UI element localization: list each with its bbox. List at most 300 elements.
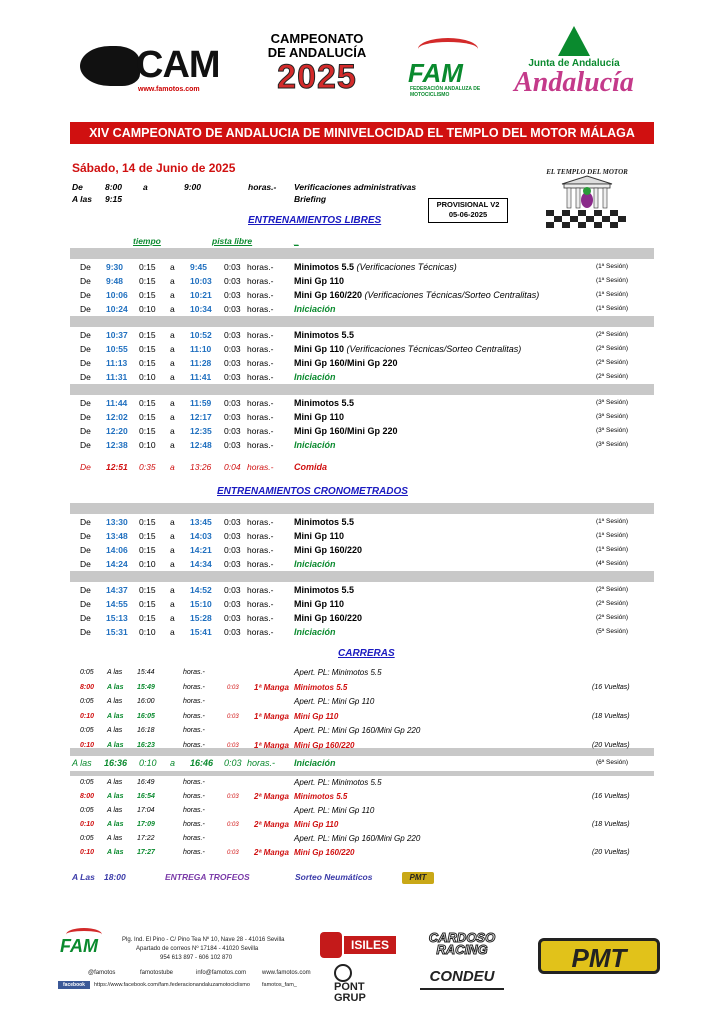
- cell-manga: 1ª Manga: [254, 682, 289, 692]
- cell-time: 16:00: [137, 698, 155, 705]
- cell-category: Minimotos 5.5: [294, 398, 355, 408]
- cell-session: (3ª Sesión): [596, 413, 629, 420]
- cell-category: Iniciación: [294, 440, 336, 450]
- cell-manga: 1ª Manga: [254, 711, 289, 721]
- junta-logo: [508, 26, 640, 102]
- junta-arch-icon: [558, 26, 590, 56]
- cam-logo-text: CAM: [136, 44, 220, 86]
- cell-gap: 0:03: [227, 822, 239, 828]
- cell-de: De: [80, 372, 91, 382]
- race-row: [0, 739, 724, 753]
- cell-gap: 0:03: [224, 304, 241, 314]
- schedule-row: [0, 342, 724, 356]
- cell-duration: 0:10: [80, 821, 95, 828]
- cell-horas: horas.-: [247, 426, 274, 436]
- cell-alas: A las: [107, 779, 123, 786]
- cell-end: 14:52: [190, 585, 212, 595]
- cell-note: (Verificaciones Técnicas/Sorteo Centralitas): [346, 344, 522, 354]
- cell-horas: horas.-: [247, 531, 274, 541]
- cell-alas: A las: [107, 669, 123, 676]
- cell-end: 11:59: [190, 398, 212, 408]
- cell-a: a: [170, 545, 175, 555]
- cell-session: (1ª Sesión): [596, 518, 629, 525]
- pmt-logo-small: PMT: [402, 872, 434, 884]
- cell-category: Mini Gp 110: [294, 820, 339, 829]
- cell-start: 12:38: [106, 440, 128, 450]
- cell-gap: 0:03: [224, 290, 241, 300]
- cell-gap: 0:03: [224, 758, 242, 768]
- race-row: [0, 846, 724, 860]
- cell-category: Apert. PL: Mini Gp 110: [294, 806, 375, 815]
- cell-category: Mini Gp 160/220: [294, 545, 363, 555]
- condeu-logo: CONDEU: [420, 966, 504, 990]
- schedule-row: [0, 515, 724, 529]
- cell-a: a: [170, 276, 175, 286]
- fam-logo-sub: FEDERACIÓN ANDALUZA DE MOTOCICLISMO: [410, 86, 481, 98]
- cell-category: Mini Gp 160/220: [294, 613, 363, 623]
- cell-category: Mini Gp 110: [294, 531, 345, 541]
- cell-duration: 0:15: [139, 531, 156, 541]
- cell-duration: 0:15: [139, 276, 156, 286]
- admin-horas: horas.-: [248, 182, 277, 192]
- cell-start: 12:20: [106, 426, 128, 436]
- cell-alas: A las: [72, 758, 92, 768]
- cell-manga: 2ª Manga: [254, 820, 289, 829]
- cell-manga: 2ª Manga: [254, 792, 289, 801]
- cell-duration: 0:15: [139, 398, 156, 408]
- cell-a: a: [170, 462, 175, 472]
- event-date: Sábado, 14 de Junio de 2025: [72, 161, 236, 175]
- footer-instagram[interactable]: famotos_fam_: [262, 982, 297, 988]
- trofeos-time: 18:00: [104, 872, 126, 882]
- schedule-row: [0, 410, 724, 424]
- cell-duration: 0:15: [139, 585, 156, 595]
- cell-horas: horas.-: [247, 276, 274, 286]
- cell-start: 12:51: [106, 462, 128, 472]
- cell-session: (1ª Sesión): [596, 546, 629, 553]
- schedule-row: [0, 557, 724, 571]
- swoosh-icon: [418, 38, 478, 60]
- cell-gap: 0:03: [224, 330, 241, 340]
- cell-alas: A las: [107, 849, 124, 856]
- cell-category: Comida: [294, 462, 328, 472]
- cell-start: 13:48: [106, 531, 128, 541]
- cell-horas: horas.-: [183, 807, 205, 814]
- cell-duration: 0:10: [139, 627, 156, 637]
- footer-social2[interactable]: famotostube: [140, 970, 174, 976]
- cell-de: De: [80, 344, 91, 354]
- cell-start: 15:31: [106, 627, 128, 637]
- cell-start: 16:36: [104, 758, 128, 768]
- cell-time: 16:18: [137, 727, 155, 734]
- cell-category: Mini Gp 160/Mini Gp 220: [294, 358, 398, 368]
- cell-alas: A las: [107, 683, 124, 691]
- cell-session: (2ª Sesión): [596, 600, 629, 607]
- cell-category: Apert. PL: Mini Gp 160/Mini Gp 220: [294, 726, 421, 735]
- cell-time: 15:49: [137, 683, 155, 691]
- race-row: [0, 776, 724, 790]
- cell-a: a: [170, 372, 175, 382]
- cell-manga: 2ª Manga: [254, 848, 289, 857]
- admin-a: a: [143, 182, 148, 192]
- cell-horas: horas.-: [183, 698, 205, 705]
- junta-logo-line1: Junta de Andalucía: [528, 58, 620, 69]
- cell-a: a: [170, 517, 175, 527]
- cell-laps: (20 Vueltas): [592, 849, 630, 856]
- cell-start: 12:02: [106, 412, 128, 422]
- cell-a: a: [170, 344, 175, 354]
- cell-horas: horas.-: [183, 727, 205, 734]
- separator: [70, 248, 654, 259]
- cell-category: Iniciación: [294, 372, 336, 382]
- cell-de: De: [80, 398, 91, 408]
- cell-horas: horas.-: [247, 585, 274, 595]
- cell-duration: 0:15: [139, 545, 156, 555]
- col-pista: pista libre: [212, 236, 253, 246]
- cell-category: Minimotos 5.5: [294, 682, 348, 692]
- cell-horas: horas.-: [247, 412, 274, 422]
- cell-session: (2ª Sesión): [596, 331, 629, 338]
- cell-gap: 0:03: [224, 426, 241, 436]
- isiles-text: ISILES: [344, 936, 396, 954]
- cell-horas: horas.-: [247, 599, 274, 609]
- cell-session: (1ª Sesión): [596, 263, 629, 270]
- isiles-logo: [320, 932, 398, 958]
- cell-de: De: [80, 304, 91, 314]
- cell-category: Iniciación: [294, 758, 336, 768]
- cell-category: Minimotos 5.5: [294, 517, 355, 527]
- cell-de: De: [80, 262, 91, 272]
- cell-de: De: [80, 412, 91, 422]
- cell-category: Mini Gp 160/220 (Verificaciones Técnicas/Sorteo Centralitas): [294, 290, 540, 300]
- cell-duration: 0:05: [80, 835, 94, 842]
- cell-horas: horas.-: [247, 330, 274, 340]
- cam-logo: [80, 40, 230, 98]
- cell-de: De: [80, 358, 91, 368]
- cell-de: De: [80, 517, 91, 527]
- cell-session: (2ª Sesión): [596, 586, 629, 593]
- cell-session: (1ª Sesión): [596, 277, 629, 284]
- lunch-row: [0, 460, 724, 474]
- admin-verif: Verificaciones administrativas: [294, 182, 417, 192]
- schedule-row: [0, 529, 724, 543]
- cell-duration: 0:10: [139, 559, 156, 569]
- race-row: [0, 790, 724, 804]
- cell-session: (1ª Sesión): [596, 532, 629, 539]
- cell-gap: 0:03: [227, 713, 239, 720]
- cell-gap: 0:03: [224, 531, 241, 541]
- cell-duration: 0:05: [80, 669, 94, 676]
- cell-category: Minimotos 5.5: [294, 585, 355, 595]
- cell-category: Mini Gp 110: [294, 599, 345, 609]
- cell-duration: 0:10: [139, 758, 157, 768]
- cell-horas: horas.-: [183, 779, 205, 786]
- cell-a: a: [170, 585, 175, 595]
- cell-horas: horas.-: [247, 262, 274, 272]
- cell-laps: (18 Vueltas): [592, 712, 630, 720]
- cell-manga: 1ª Manga: [254, 740, 289, 750]
- cell-gap: 0:03: [227, 742, 239, 749]
- cell-session: (3ª Sesión): [596, 441, 629, 448]
- cell-de: De: [80, 599, 91, 609]
- cell-duration: 0:35: [139, 462, 156, 472]
- schedule-row: [0, 611, 724, 625]
- schedule-row: [0, 438, 724, 452]
- cell-duration: 0:15: [139, 517, 156, 527]
- cell-category: Apert. PL: Mini Gp 160/Mini Gp 220: [294, 834, 421, 843]
- cell-note: (Verificaciones Técnicas/Sorteo Centralitas): [364, 290, 540, 300]
- cell-a: a: [170, 758, 176, 768]
- cell-duration: 0:15: [139, 330, 156, 340]
- cell-end: 12:48: [190, 440, 212, 450]
- pontgrup-logo: [334, 964, 398, 1004]
- schedule-row: [0, 424, 724, 438]
- cell-gap: 0:03: [224, 545, 241, 555]
- cell-end: 14:34: [190, 559, 212, 569]
- cell-a: a: [170, 531, 175, 541]
- cell-category: Mini Gp 110: [294, 711, 339, 721]
- cell-alas: A las: [107, 741, 124, 749]
- fam-footer-text: FAM: [60, 936, 98, 956]
- cell-time: 17:04: [137, 807, 155, 814]
- cell-duration: 0:10: [80, 741, 95, 749]
- footer-phone: 954 613 897 - 606 102 870: [160, 955, 233, 961]
- cell-a: a: [170, 358, 175, 368]
- cell-end: 10:34: [190, 304, 212, 314]
- cell-start: 11:13: [106, 358, 128, 368]
- cell-horas: horas.-: [247, 627, 274, 637]
- cell-start: 11:31: [106, 372, 128, 382]
- cell-gap: 0:03: [227, 794, 239, 800]
- cell-horas: horas.-: [183, 793, 205, 800]
- cell-gap: 0:03: [224, 517, 241, 527]
- cell-gap: 0:04: [224, 462, 241, 472]
- footer-address1: Plg. Ind. El Pino - C/ Pino Tea Nº 10, Nave 28 - 41016 Sevilla: [122, 937, 285, 943]
- col-tiempo: tiempo: [133, 236, 161, 246]
- separator: [70, 384, 654, 395]
- footer-facebook[interactable]: https://www.facebook.com/fam.federacionandaluzamotociclismo: [94, 982, 250, 988]
- cell-horas: horas.-: [247, 613, 274, 623]
- cell-start: 10:24: [106, 304, 128, 314]
- cell-session: (3ª Sesión): [596, 427, 629, 434]
- race-row: [0, 832, 724, 846]
- cell-gap: 0:03: [224, 276, 241, 286]
- cell-de: De: [80, 426, 91, 436]
- cell-time: 17:09: [137, 821, 155, 828]
- event-title: XIV CAMPEONATO DE ANDALUCIA DE MINIVELOCIDAD EL TEMPLO DEL MOTOR MÁLAGA: [70, 122, 654, 144]
- cell-session: (2ª Sesión): [596, 373, 629, 380]
- cell-duration: 0:10: [80, 712, 95, 720]
- col-blank: _: [294, 236, 299, 246]
- cell-laps: (16 Vueltas): [592, 683, 630, 691]
- motorbike-icon: [80, 46, 140, 86]
- cell-alas: A las: [107, 712, 124, 720]
- cell-end: 13:45: [190, 517, 212, 527]
- admin-start: 8:00: [105, 182, 123, 192]
- cell-start: 9:30: [106, 262, 124, 272]
- schedule-row: [0, 583, 724, 597]
- cell-a: a: [170, 426, 175, 436]
- temple-logo-text: EL TEMPLO DEL MOTOR: [546, 168, 628, 176]
- cell-de: De: [80, 290, 91, 300]
- separator: [70, 316, 654, 327]
- footer-email[interactable]: info@famotos.com: [196, 970, 247, 976]
- cell-duration: 8:00: [80, 683, 95, 691]
- admin-end: 9:00: [184, 182, 202, 192]
- cell-alas: A las: [107, 698, 123, 705]
- cell-category: Mini Gp 160/220: [294, 848, 355, 857]
- cell-session: (3ª Sesión): [596, 399, 629, 406]
- fam-footer-logo: [58, 928, 110, 976]
- separator: [70, 503, 654, 514]
- cell-end: 10:52: [190, 330, 212, 340]
- cell-alas: A las: [107, 727, 123, 734]
- junta-logo-line2: Andalucía: [514, 67, 634, 98]
- facebook-icon: facebook: [58, 981, 90, 989]
- cell-session: (1ª Sesión): [596, 291, 629, 298]
- cell-time: 16:54: [137, 793, 155, 800]
- cell-horas: horas.-: [247, 372, 274, 382]
- footer-address2: Apartado de correos Nº 17184 - 41020 Sevilla: [136, 946, 259, 952]
- race-row: [0, 695, 724, 709]
- cell-time: 16:49: [137, 779, 155, 786]
- cell-gap: 0:03: [224, 412, 241, 422]
- cell-end: 11:28: [190, 358, 212, 368]
- race-row: [0, 818, 724, 832]
- cell-alas: A las: [107, 807, 123, 814]
- cell-time: 16:05: [137, 712, 155, 720]
- provisional-box: [428, 198, 508, 223]
- cell-gap: 0:03: [224, 613, 241, 623]
- cell-duration: 0:10: [139, 440, 156, 450]
- cell-laps: (20 Vueltas): [592, 741, 630, 749]
- cell-duration: 0:05: [80, 807, 94, 814]
- cell-gap: 0:03: [224, 627, 241, 637]
- cell-gap: 0:03: [224, 344, 241, 354]
- cell-de: De: [80, 440, 91, 450]
- cell-category: Iniciación: [294, 627, 336, 637]
- cell-category: Minimotos 5.5: [294, 330, 355, 340]
- cell-duration: 0:15: [139, 426, 156, 436]
- cell-session: (2ª Sesión): [596, 345, 629, 352]
- briefing-label: Briefing: [294, 194, 327, 204]
- cell-gap: 0:03: [224, 440, 241, 450]
- cell-end: 11:10: [190, 344, 212, 354]
- briefing-time: 9:15: [105, 194, 123, 204]
- cell-horas: horas.-: [183, 741, 205, 749]
- fam-logo: [408, 38, 490, 98]
- cell-horas: horas.-: [183, 849, 205, 856]
- cell-gap: 0:03: [227, 684, 239, 691]
- footer-web[interactable]: www.famotos.com: [262, 970, 311, 976]
- cell-a: a: [170, 330, 175, 340]
- cell-end: 16:46: [190, 758, 214, 768]
- cell-alas: A las: [107, 821, 124, 828]
- footer-social1[interactable]: @famotos: [88, 970, 116, 976]
- cell-de: De: [80, 627, 91, 637]
- cell-start: 15:13: [106, 613, 128, 623]
- cell-de: De: [80, 559, 91, 569]
- cell-alas: A las: [107, 835, 123, 842]
- cell-end: 12:35: [190, 426, 212, 436]
- cell-start: 9:48: [106, 276, 124, 286]
- cell-duration: 0:10: [139, 372, 156, 382]
- race-row: [0, 681, 724, 695]
- cell-horas: horas.-: [247, 559, 274, 569]
- race-row: [0, 710, 724, 724]
- cell-a: a: [170, 613, 175, 623]
- cell-start: 14:06: [106, 545, 128, 555]
- cell-horas: horas.-: [247, 358, 274, 368]
- cell-gap: 0:03: [224, 358, 241, 368]
- cell-de: De: [80, 531, 91, 541]
- cell-gap: 0:03: [224, 559, 241, 569]
- cell-duration: 0:15: [139, 412, 156, 422]
- pontgrup-text: PONT GRUP: [334, 981, 366, 1004]
- schedule-row: [0, 260, 724, 274]
- cell-end: 15:41: [190, 627, 212, 637]
- cell-session: (6ª Sesión): [596, 759, 629, 766]
- cell-category: Iniciación: [294, 559, 336, 569]
- cell-duration: 0:10: [139, 304, 156, 314]
- cell-de: De: [80, 613, 91, 623]
- sorteo-label: Sorteo Neumáticos: [295, 872, 373, 882]
- cell-category: Iniciación: [294, 304, 336, 314]
- cell-end: 11:41: [190, 372, 212, 382]
- admin-de: De: [72, 182, 83, 192]
- cell-alas: A las: [107, 793, 124, 800]
- cell-duration: 0:15: [139, 290, 156, 300]
- cell-gap: 0:03: [224, 262, 241, 272]
- cell-duration: 0:15: [139, 599, 156, 609]
- campeonato-logo: [252, 32, 382, 94]
- cell-start: 10:06: [106, 290, 128, 300]
- cell-horas: horas.-: [247, 517, 274, 527]
- trofeos-alas: A Las: [72, 872, 95, 882]
- cell-de: De: [80, 276, 91, 286]
- trofeos-label: ENTREGA TROFEOS: [165, 872, 250, 882]
- cell-duration: 0:05: [80, 727, 94, 734]
- cell-session: (2ª Sesión): [596, 359, 629, 366]
- cell-end: 14:03: [190, 531, 212, 541]
- campeonato-logo-line1: CAMPEONATO: [270, 31, 364, 46]
- cell-category: Apert. PL: Minimotos 5.5: [294, 778, 382, 787]
- cell-start: 14:37: [106, 585, 128, 595]
- cell-gap: 0:03: [224, 585, 241, 595]
- fam-logo-text: FAM: [408, 58, 463, 88]
- schedule-row: [0, 543, 724, 557]
- cell-end: 15:28: [190, 613, 212, 623]
- cell-time: 17:27: [137, 849, 155, 856]
- cell-gap: 0:03: [224, 372, 241, 382]
- cell-gap: 0:03: [227, 850, 239, 856]
- schedule-row: [0, 370, 724, 384]
- cell-a: a: [170, 398, 175, 408]
- cell-laps: (16 Vueltas): [592, 793, 630, 800]
- temple-logo: [540, 162, 634, 228]
- cell-category: Mini Gp 160/Mini Gp 220: [294, 426, 398, 436]
- cell-horas: horas.-: [247, 344, 274, 354]
- schedule-row: [0, 396, 724, 410]
- schedule-row: [0, 597, 724, 611]
- cell-end: 9:45: [190, 262, 208, 272]
- schedule-row: [0, 288, 724, 302]
- cell-time: 15:44: [137, 669, 155, 676]
- provisional-date: 05-06-2025: [448, 210, 488, 219]
- cell-duration: 8:00: [80, 793, 95, 800]
- cell-start: 10:37: [106, 330, 128, 340]
- cell-end: 12:17: [190, 412, 212, 422]
